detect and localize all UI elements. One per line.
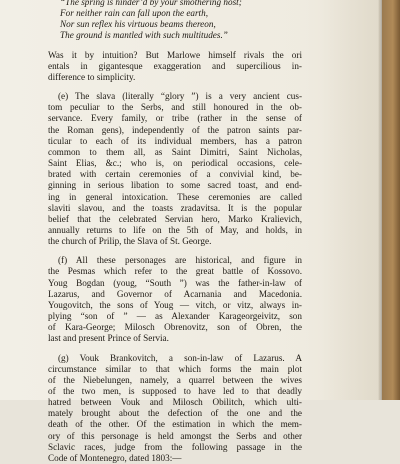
text-line: belief that the celebrated Servian hero, Marko Kralievich, — [48, 213, 302, 224]
text-line: plying “son of ” — as Alexander Karageorgeivitz, son — [48, 311, 302, 322]
text-line: Saint Elias, &c.; who is, on periodical occasions, cele- — [48, 158, 302, 169]
text-line: the Pesmas which refer to the great battle of Kossovo. — [48, 266, 302, 277]
text-line: (g) Vouk Brankovitch, a son-in-law of Lazarus. A — [58, 352, 302, 363]
text-line: entals in gigantesque exaggeration and supercilious in- — [48, 60, 302, 71]
text-line: the Roman gens), independently of the patron saints par- — [48, 124, 302, 135]
text-column — [48, 0, 302, 464]
text-line: death of the other. Of the estimation in which the mem- — [48, 419, 302, 430]
text-line: ing in general intoxication. These ceremonies are called — [48, 191, 302, 202]
text-line: slaviti slavou, and the toasts zradavitsa. It is the popular — [48, 202, 302, 213]
note-g-vouk — [48, 353, 302, 464]
text-line: of Kara-George; Milosch Obrenovitz, son of Obren, the — [48, 322, 302, 333]
text-line: common to them all, as Saint Dimitri, Saint Nicholas, — [48, 146, 302, 157]
text-line: brated with certain ceremonies of a convivial kind, be- — [48, 169, 302, 180]
text-line: Lazarus, and Governor of Acarnania and Macedonia. — [48, 288, 302, 299]
text-line: Yougovitch, the sons of Youg — vitch, or vitz, always in- — [48, 299, 302, 310]
book-backdrop — [382, 0, 400, 400]
text-line: annually returns to life on the 5th of May, and holds, in — [48, 224, 302, 235]
text-line: of the two men, is supposed to have led to that deadly — [48, 386, 302, 396]
verse-line: For neither rain can fall upon the earth, — [60, 8, 209, 19]
text-line: the church of Prilip, the Slava of St. George. — [48, 236, 212, 247]
verse-line: “The spring is hinder’d by your smothering host; — [60, 0, 242, 7]
text-line: difference to simplicity. — [48, 71, 136, 82]
text-line: Sclavic races, judge from the following passage in the — [48, 441, 302, 452]
text-line: servance. Every family, or tribe (rather in the sense of — [48, 113, 302, 124]
text-line: Code of Montenegro, dated 1803:— — [48, 452, 182, 463]
verse-line: The ground is mantled with such multitudes.” — [60, 30, 228, 41]
page-margin — [302, 0, 380, 400]
text-line: (e) The slava (literally “glory ”) is a very ancient cus- — [58, 91, 302, 102]
text-line: circumstance similar to that which forms the main plot — [48, 363, 302, 374]
text-line: Youg Bogdan (youg, “South ”) was the father-in-law of — [48, 277, 302, 288]
paragraph-intuition — [48, 50, 302, 83]
text-line: (f) All these personages are historical, and figure in — [58, 255, 302, 266]
text-line: ticular to each of its individual members, has a patron — [48, 135, 302, 146]
text-line: hatred between Vouk and Milosch Obilitch, which ulti- — [48, 397, 302, 408]
text-line: ory of this personage is held amongst the Serbs and other — [48, 430, 302, 441]
text-line: last and present Prince of Servia. — [48, 333, 169, 344]
text-line: tom peculiar to the Serbs, and still honoured in the ob- — [48, 102, 302, 113]
verse-line: Nor sun reflex his virtuous beams thereon, — [60, 19, 216, 30]
text-line: mately brought about the defection of the one and the — [48, 408, 302, 419]
text-line: ginning in serious libation to some sacred toast, and end- — [48, 180, 302, 191]
verse-quotation — [48, 0, 302, 42]
note-f-personages — [48, 255, 302, 344]
text-line: Was it by intuition? But Marlowe himself rivals the ori — [48, 49, 302, 60]
text-line: of the Niebelungen, namely, a quarrel between the wives — [48, 374, 302, 385]
note-e-slava — [48, 91, 302, 247]
